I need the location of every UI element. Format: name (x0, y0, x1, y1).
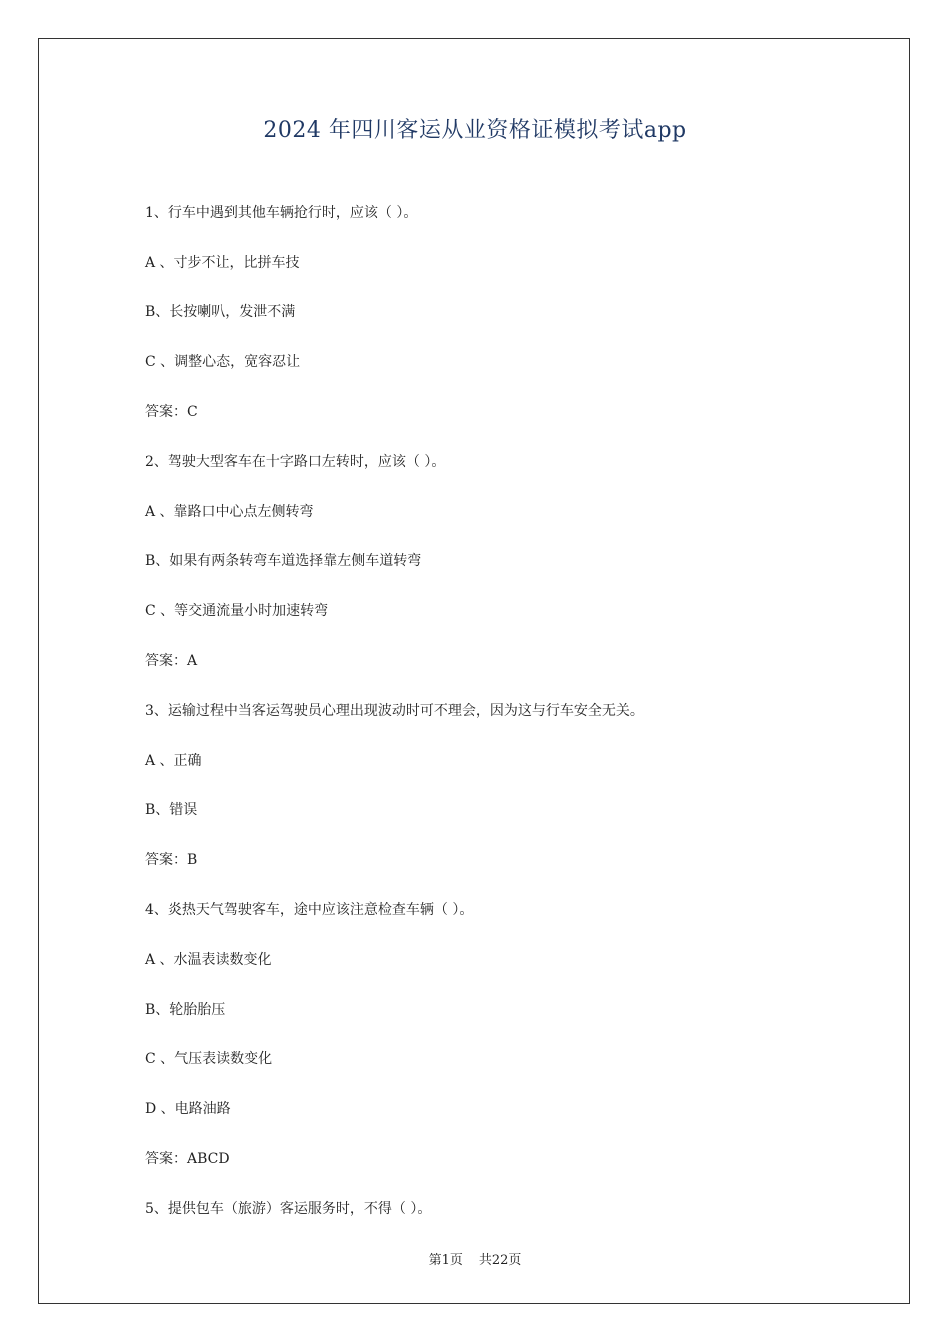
question-4-option-c: C 、气压表读数变化 (145, 1051, 273, 1067)
question-4-option-b: B、轮胎胎压 (145, 1002, 226, 1018)
question-3-option-a: A 、正确 (145, 753, 202, 769)
page-total: 共22页 (478, 1253, 522, 1268)
question-1-option-c: C 、调整心态，宽容忍让 (145, 354, 301, 370)
question-2-option-b: B、如果有两条转弯车道选择靠左侧车道转弯 (145, 553, 422, 569)
question-2-option-a: A 、靠路口中心点左侧转弯 (145, 504, 314, 520)
question-3-answer: 答案：B (145, 852, 198, 868)
question-1-option-b: B、长按喇叭，发泄不满 (145, 304, 296, 320)
document-title: 2024 年四川客运从业资格证模拟考试app (263, 118, 687, 143)
question-1-answer: 答案：C (145, 404, 198, 420)
question-4-answer: 答案：ABCD (145, 1151, 230, 1167)
question-1-stem: 1、行车中遇到其他车辆抢行时，应该（ ）。 (145, 205, 418, 221)
question-2-stem: 2、驾驶大型客车在十字路口左转时，应该（ ）。 (145, 454, 446, 470)
page-number: 第1页 (428, 1253, 463, 1268)
question-2-option-c: C 、等交通流量小时加速转弯 (145, 603, 329, 619)
question-4-stem: 4、炎热天气驾驶客车，途中应该注意检查车辆（ ）。 (145, 902, 474, 918)
question-2-answer: 答案：A (145, 653, 198, 669)
page-footer (0, 1249, 950, 1268)
question-4-option-d: D 、电路油路 (145, 1101, 231, 1117)
question-4-option-a: A 、水温表读数变化 (145, 952, 272, 968)
question-3-option-b: B、错误 (145, 802, 198, 818)
question-1-option-a: A 、寸步不让，比拼车技 (145, 255, 300, 271)
question-3-stem: 3、运输过程中当客运驾驶员心理出现波动时可不理会，因为这与行车安全无关。 (145, 703, 644, 719)
question-5-stem: 5、提供包车（旅游）客运服务时，不得（ ）。 (145, 1201, 432, 1217)
